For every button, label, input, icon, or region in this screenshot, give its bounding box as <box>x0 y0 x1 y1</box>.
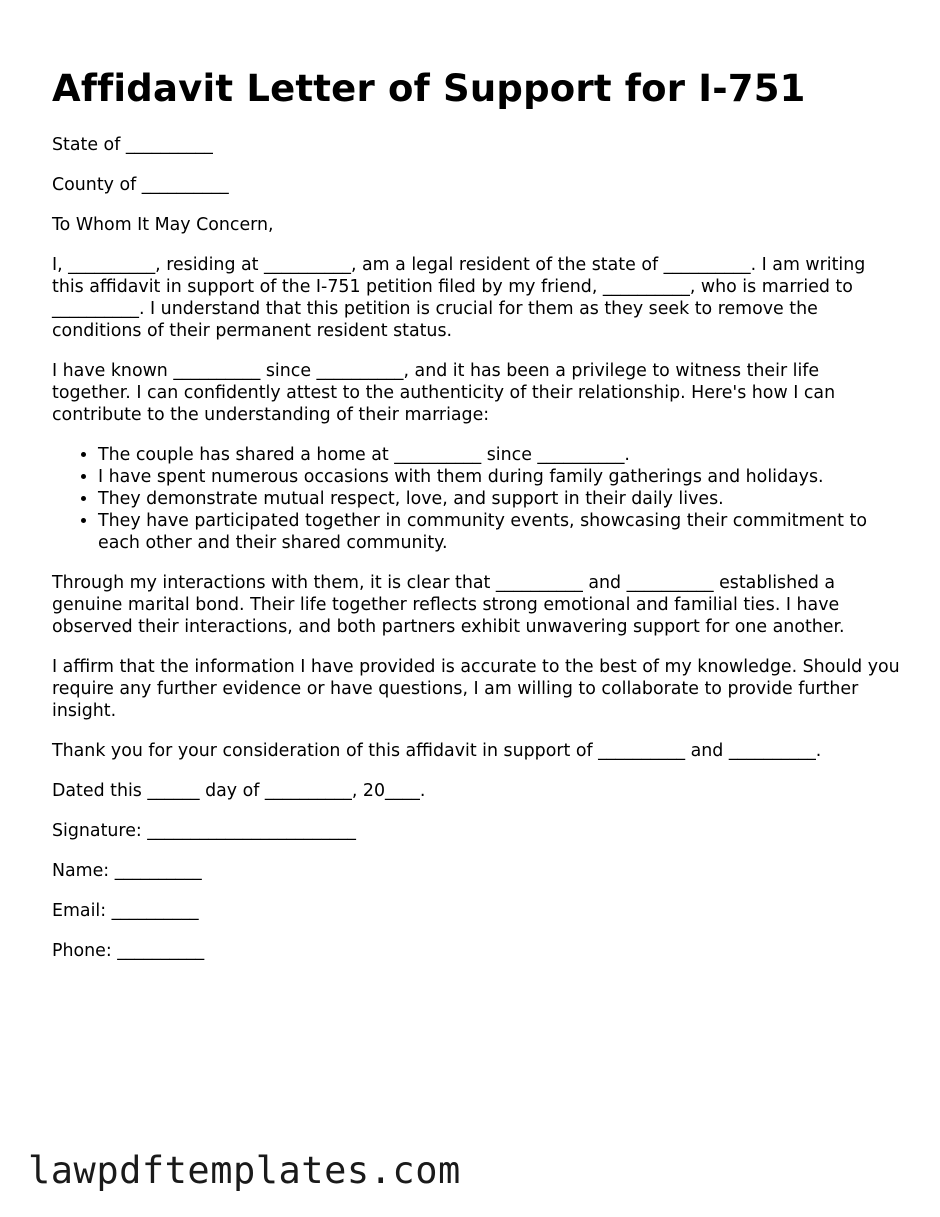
affirm-paragraph: I affirm that the information I have provided is accurate to the best of my knowledge. Should you require any further evidence or have questions, I am willing to collaborate to provide further insight. <box>52 657 900 721</box>
document-title: Affidavit Letter of Support for I-751 <box>52 67 806 110</box>
evidence-list <box>52 444 902 554</box>
salutation: To Whom It May Concern, <box>52 215 274 235</box>
phone-line: Phone: __________ <box>52 941 205 961</box>
site-watermark: lawpdftemplates.com <box>28 1149 461 1192</box>
email-line: Email: __________ <box>52 901 199 921</box>
interactions-paragraph: Through my interactions with them, it is clear that __________ and __________ established a genuine marital bond. Their life together reflects strong emotional and familial ties. I have observed their interactions, and both partners exhibit unwavering support for one another. <box>52 573 845 637</box>
county-line: County of __________ <box>52 175 229 195</box>
list-item: • The couple has shared a home at __________ since __________. <box>98 444 902 466</box>
list-item: • They demonstrate mutual respect, love, and support in their daily lives. <box>98 488 902 510</box>
affidavit-document <box>52 66 902 980</box>
thanks-paragraph: Thank you for your consideration of this affidavit in support of __________ and __________. <box>52 741 822 761</box>
signature-line: Signature: ________________________ <box>52 821 356 841</box>
name-line: Name: __________ <box>52 861 202 881</box>
list-item: • I have spent numerous occasions with them during family gatherings and holidays. <box>98 466 902 488</box>
state-line: State of __________ <box>52 135 213 155</box>
intro-paragraph: I, __________, residing at __________, am a legal resident of the state of __________. I am writing this affidavit in support of the I-751 petition filed by my friend, __________, who is married to __________. I understand that this petition is crucial for them as they seek to remove the conditions of their permanent resident status. <box>52 255 866 341</box>
known-paragraph: I have known __________ since __________, and it has been a privilege to witness their life together. I can confidently attest to the authenticity of their relationship. Here's how I can contribute to the understanding of their marriage: <box>52 361 836 425</box>
list-item: • They have participated together in community events, showcasing their commitment to each other and their shared community. <box>98 510 902 554</box>
dated-line: Dated this ______ day of __________, 20____. <box>52 781 426 801</box>
